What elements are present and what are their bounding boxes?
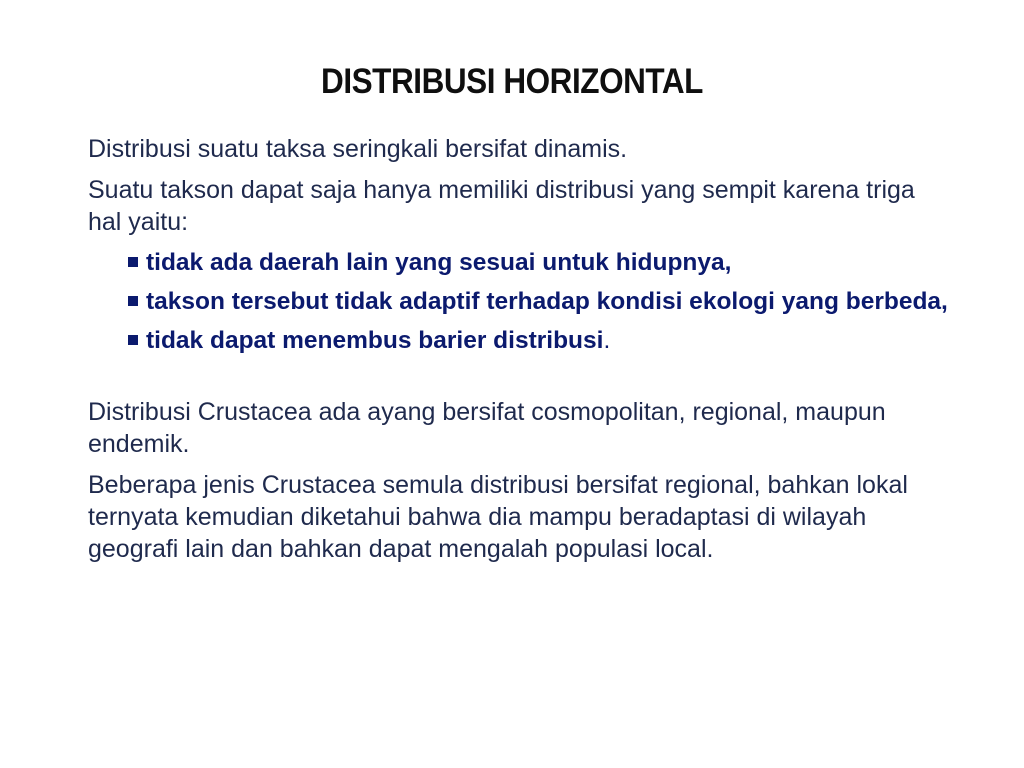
reason-text: tidak ada daerah lain yang sesuai untuk hidupnya, [146, 249, 732, 276]
paragraph-crustacea-adaptation: Beberapa jenis Crustacea semula distribusi bersifat regional, bahkan lokal ternyata kemudian diketahui bahwa dia mampu beradaptasi di wilayah geografi lain dan bahkan dapat mengalah populasi local. [88, 471, 908, 563]
square-bullet-icon [128, 257, 138, 267]
paragraph-crustacea-distribution: Distribusi Crustacea ada ayang bersifat cosmopolitan, regional, maupun endemik. [88, 398, 886, 458]
paragraph-narrow-distribution: Suatu takson dapat saja hanya memiliki distribusi yang sempit karena triga hal yaitu: [88, 176, 915, 236]
reason-text: tidak dapat menembus barier distribusi [146, 327, 604, 354]
paragraph-intro: Distribusi suatu taksa seringkali bersifat dinamis. [88, 135, 628, 163]
reason-list [126, 247, 948, 357]
reason-tail: . [603, 327, 611, 354]
square-bullet-icon [128, 296, 138, 306]
spacer [88, 364, 948, 396]
slide-body [88, 133, 948, 574]
square-bullet-icon [128, 335, 138, 345]
slide-title: DISTRIBUSI HORIZONTAL [321, 62, 703, 101]
reason-item-not-adaptive [126, 286, 948, 318]
reason-item-no-habitat [126, 247, 948, 279]
reason-item-barrier [126, 325, 948, 357]
reason-text: takson tersebut tidak adaptif terhadap kondisi ekologi yang berbeda, [146, 288, 948, 315]
